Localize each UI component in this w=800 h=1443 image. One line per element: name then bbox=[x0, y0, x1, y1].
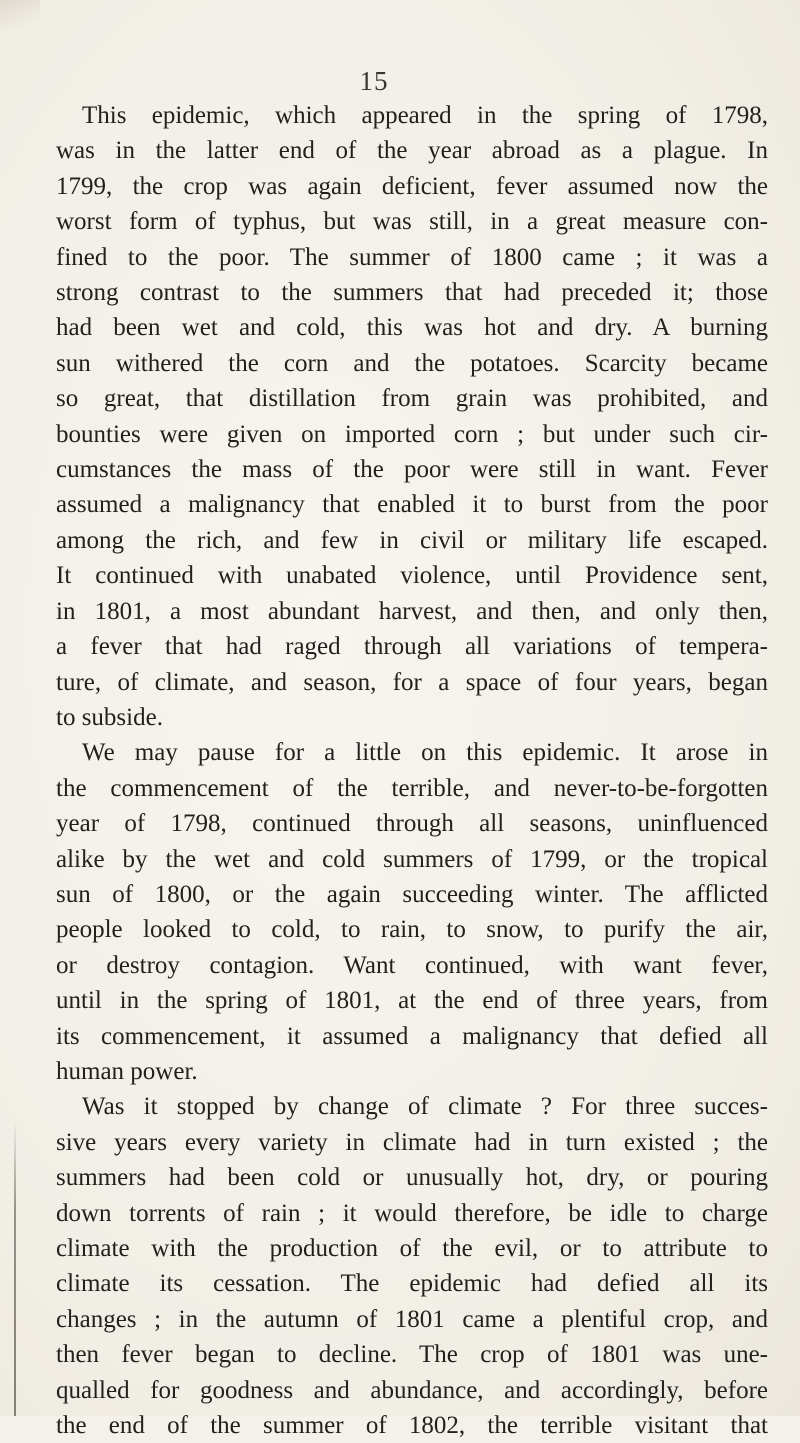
text-line: year of 1798, continued through all seasons, uninfluenced bbox=[56, 810, 768, 838]
text-line: until in the spring of 1801, at the end of three years, from bbox=[56, 987, 768, 1015]
text-line: a fever that had raged through all variations of tempera- bbox=[56, 633, 768, 661]
text-line: qualled for goodness and abundance, and accordingly, before bbox=[56, 1376, 768, 1404]
text-line: sive years every variety in climate had in turn existed ; the bbox=[56, 1128, 768, 1156]
text-line: ture, of climate, and season, for a space of four years, began bbox=[56, 668, 768, 696]
text-line: Was it stopped by change of climate ? For three succes- bbox=[82, 1093, 768, 1121]
text-line: was in the latter end of the year abroad as a plague. In bbox=[56, 137, 768, 165]
text-line: fined to the poor. The summer of 1800 came ; it was a bbox=[56, 243, 768, 271]
text-line: human power. bbox=[56, 1057, 198, 1085]
page-corner-stain bbox=[0, 0, 40, 30]
text-line: the end of the summer of 1802, the terrible visitant that bbox=[56, 1412, 768, 1440]
text-line: 1799, the crop was again deficient, fever assumed now the bbox=[56, 172, 768, 200]
text-line: sun of 1800, or the again succeeding winter. The afflicted bbox=[56, 880, 768, 908]
text-line: cumstances the mass of the poor were still in want. Fever bbox=[56, 456, 768, 484]
text-line: It continued with unabated violence, until Providence sent, bbox=[56, 562, 768, 590]
text-line: climate with the production of the evil, or to attribute to bbox=[56, 1235, 768, 1262]
paragraph-3 bbox=[56, 1089, 768, 1443]
page-edge-shadow bbox=[14, 1120, 16, 1416]
paragraph-1 bbox=[56, 98, 768, 735]
text-line: so great, that distillation from grain was prohibited, and bbox=[56, 385, 768, 413]
paragraph-2 bbox=[56, 735, 768, 1089]
text-line: strong contrast to the summers that had preceded it; those bbox=[56, 279, 768, 307]
text-line: people looked to cold, to rain, to snow, to purify the air, bbox=[56, 916, 768, 944]
text-line: had been wet and cold, this was hot and dry. A burning bbox=[56, 314, 768, 342]
text-line: sun withered the corn and the potatoes. Scarcity became bbox=[56, 349, 768, 377]
text-line: its commencement, it assumed a malignancy that defied all bbox=[56, 1022, 768, 1050]
text-line: bounties were given on imported corn ; but under such cir- bbox=[56, 420, 768, 448]
text-line: We may pause for a little on this epidemic. It arose in bbox=[82, 739, 768, 767]
text-line: This epidemic, which appeared in the spring of 1798, bbox=[82, 102, 768, 129]
text-line: the commencement of the terrible, and never-to-be-forgotten bbox=[56, 774, 768, 802]
text-line: among the rich, and few in civil or military life escaped. bbox=[56, 526, 768, 554]
text-line: alike by the wet and cold summers of 1799, or the tropical bbox=[56, 845, 768, 873]
text-line: climate its cessation. The epidemic had defied all its bbox=[56, 1270, 768, 1298]
text-line: then fever began to decline. The crop of 1801 was une- bbox=[56, 1341, 768, 1369]
text-line: worst form of typhus, but was still, in a great measure con- bbox=[56, 208, 768, 236]
text-line: down torrents of rain ; it would therefore, be idle to charge bbox=[56, 1199, 768, 1227]
text-line: changes ; in the autumn of 1801 came a plentiful crop, and bbox=[56, 1305, 768, 1333]
text-line: summers had been cold or unusually hot, dry, or pouring bbox=[56, 1164, 768, 1192]
page-number: 15 bbox=[359, 66, 389, 96]
body-text bbox=[56, 98, 768, 1443]
text-line: assumed a malignancy that enabled it to burst from the poor bbox=[56, 491, 768, 519]
text-line: to subside. bbox=[56, 703, 163, 731]
text-line: in 1801, a most abundant harvest, and then, and only then, bbox=[56, 597, 768, 625]
text-line: or destroy contagion. Want continued, with want fever, bbox=[56, 951, 768, 979]
